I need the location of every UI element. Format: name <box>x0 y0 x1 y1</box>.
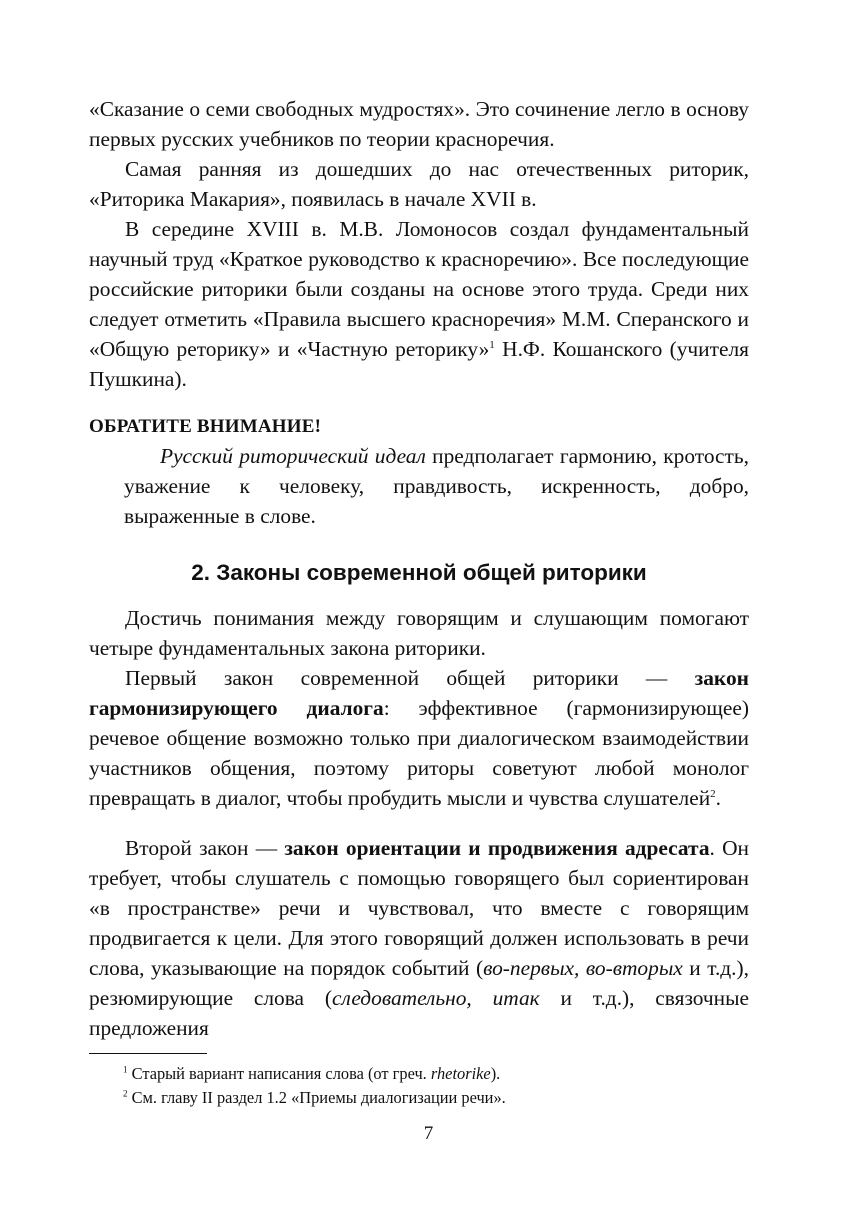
note-italic-term: Русский риторический идеал <box>160 444 426 468</box>
paragraph-first-law: Первый закон современной общей риторики — закон гармонизирующего диалога: эффективное (гармонизирующее) речевое общение возможно только при диалогическом взаимодействии участников общения, поэтому риторы советуют любой монолог превращать в диалог, чтобы пробудить мысли и чувства слушателей$^2$. <box>89 666 749 810</box>
attention-heading: ОБРАТИТЕ ВНИМАНИЕ! <box>89 416 322 437</box>
footnote-ref-1: 1 <box>489 338 495 351</box>
paragraph-four-laws: Достичь понимания между говорящим и слушающим помогают четыре фундаментальных закона риторики. <box>89 606 749 660</box>
section-title: 2. Законы современной общей риторики <box>191 560 647 585</box>
footnote-2: $^2$ См. главу II раздел 1.2 «Приемы диалогизации речи». <box>123 1088 506 1107</box>
footnote-2-mark: 2 <box>123 1088 128 1099</box>
summary-words-example: следовательно, итак <box>331 986 540 1010</box>
footnote-1: $^1$ Старый вариант написания слова (от греч. rhetorike). <box>123 1064 501 1083</box>
paragraph-second-law: Второй закон — закон ориентации и продвижения адресата. Он требует, чтобы слушатель с помощью говорящего был сориентирован «в пространстве» речи и чувствовал, что вместе с говорящим продвигается к цели. Для этого говорящий должен использовать в речи слова, указывающие на порядок событий (во-первых, во-вторых и т.д.), резюмирующие слова (следовательно, итак и т.д.), связочные предложения <box>89 836 749 1040</box>
paragraph-makariy-rhetoric: Самая ранняя из дошедших до нас отечественных риторик, «Риторика Макария», появилась в начале XVII в. <box>89 157 749 211</box>
page-number: 7 <box>423 1123 434 1144</box>
first-law-name: закон гармонизирующего диалога <box>89 666 749 720</box>
paragraph-intro-continuation: «Сказание о семи свободных мудростях». Это сочинение легло в основу первых русских учебников по теории красноречия. <box>89 97 749 151</box>
paragraph-lomonosov: В середине XVIII в. М.В. Ломоносов создал фундаментальный научный труд «Краткое руководство к красноречию». Все последующие российские риторики были созданы на основе этого труда. Среди них следует отметить «Правила высшего красноречия» М.М. Сперанского и «Общую реторику» и «Частную реторику»$^1$ Н.Ф. Кошанского (учителя Пушкина). <box>89 217 749 391</box>
footnote-divider <box>89 1053 207 1054</box>
footnote-1-mark: 1 <box>123 1064 128 1075</box>
second-law-name: закон ориентации и продвижения адресата <box>284 836 710 860</box>
attention-note-text: Русский риторический идеал предполагает гармонию, кротость, уважение к человеку, правдивость, искренность, добро, выраженные в слове. <box>124 444 749 528</box>
footnote-ref-2: 2 <box>710 787 716 800</box>
ordinal-words-example: во-первых, во-вторых <box>483 956 683 980</box>
